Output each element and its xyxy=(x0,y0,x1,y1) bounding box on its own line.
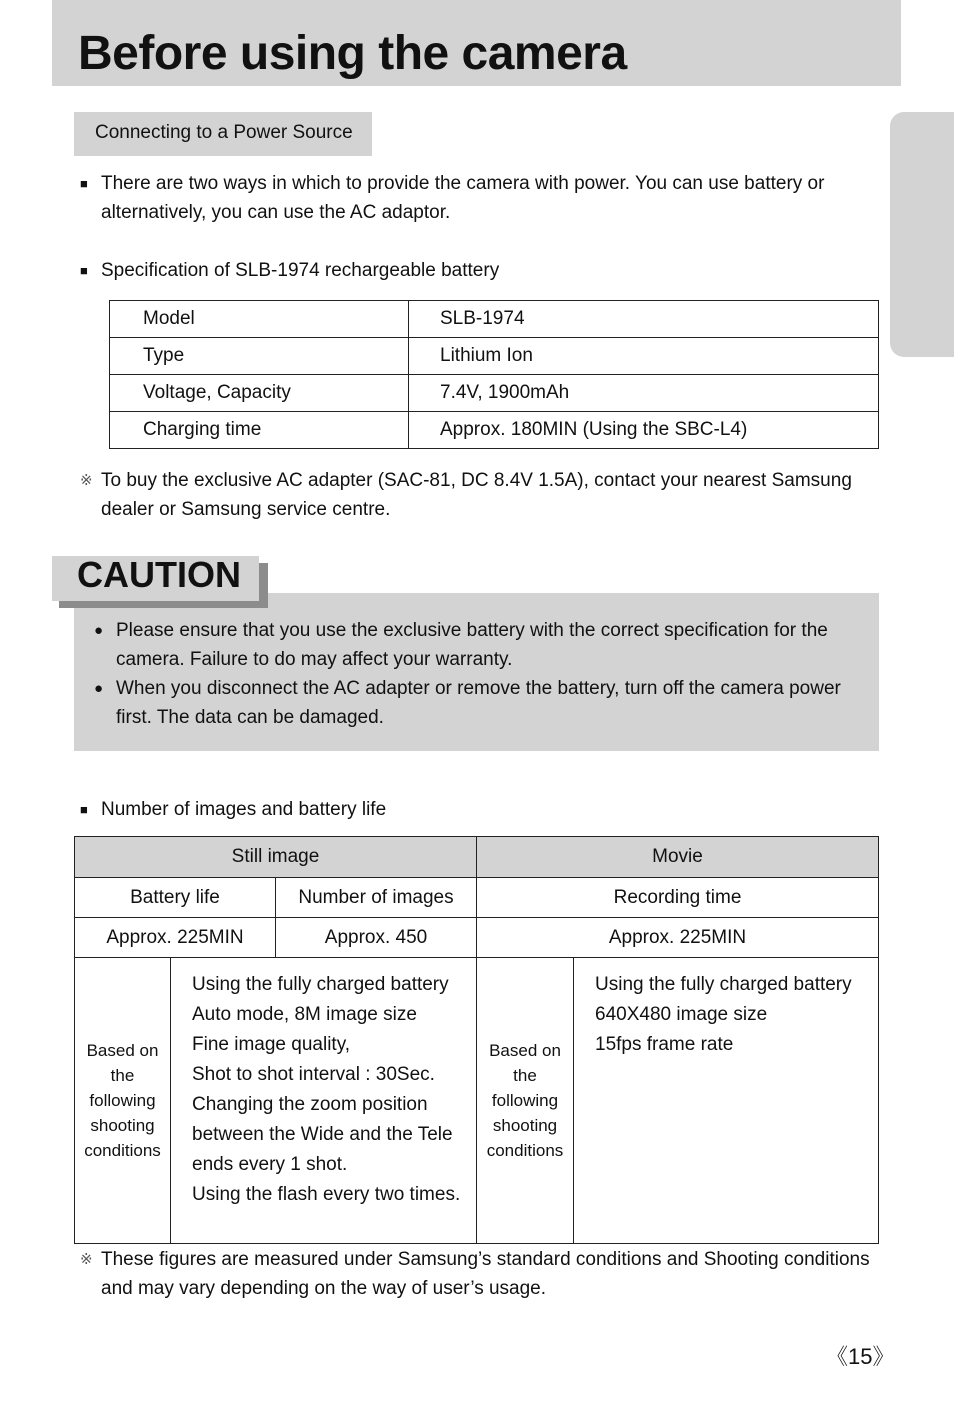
table-row xyxy=(75,958,879,1244)
spec-label: Voltage, Capacity xyxy=(110,375,409,412)
spec-value: Lithium Ion xyxy=(409,338,879,375)
condition-line: 15fps frame rate xyxy=(595,1034,734,1055)
square-bullet-icon: ■ xyxy=(80,176,88,191)
condition-line: Changing the zoom position xyxy=(192,1094,428,1115)
condition-line: Fine image quality, xyxy=(192,1034,351,1055)
still-conditions-list xyxy=(171,958,477,1244)
basis-line: conditions xyxy=(486,1141,564,1160)
circle-bullet-icon: ● xyxy=(94,622,104,639)
movie-recording-time-value: Approx. 225MIN xyxy=(477,918,879,958)
square-bullet-icon: ■ xyxy=(80,263,88,278)
spec-label: Model xyxy=(110,301,409,338)
condition-line: Shot to shot interval : 30Sec. xyxy=(192,1064,435,1085)
side-tab xyxy=(890,112,954,357)
still-conditions-label xyxy=(75,958,171,1244)
circle-bullet-icon: ● xyxy=(94,680,104,697)
reference-mark-icon: ※ xyxy=(80,1251,93,1268)
movie-header: Movie xyxy=(477,837,879,878)
number-of-images-column-header: Number of images xyxy=(276,878,477,918)
battery-spec-table xyxy=(109,300,879,449)
caution-item-text: Please ensure that you use the exclusive battery with the correct specification for the camera. Failure to do may affect your warranty. xyxy=(116,620,828,670)
footnote-text: These figures are measured under Samsung’s standard conditions and Shooting conditions and may vary depending on the way of user’s usage. xyxy=(101,1249,870,1299)
caution-item xyxy=(94,674,851,732)
table-row xyxy=(75,918,879,958)
basis-line: following xyxy=(89,1091,156,1110)
table-row xyxy=(110,301,879,338)
basis-line: Based on xyxy=(86,1041,159,1060)
adapter-note xyxy=(80,466,870,524)
battery-life-heading-text: Number of images and battery life xyxy=(101,799,387,820)
basis-line: conditions xyxy=(84,1141,161,1160)
still-image-header: Still image xyxy=(75,837,477,878)
still-number-images-value: Approx. 450 xyxy=(276,918,477,958)
measurement-footnote xyxy=(80,1245,880,1303)
basis-line: shooting xyxy=(90,1116,155,1135)
page-title: Before using the camera xyxy=(78,27,627,80)
spec-heading xyxy=(80,256,840,285)
battery-life-table xyxy=(74,836,879,1244)
spec-value: SLB-1974 xyxy=(409,301,879,338)
section-label: Connecting to a Power Source xyxy=(74,112,372,156)
basis-line: the xyxy=(513,1066,537,1085)
basis-line: following xyxy=(491,1091,559,1110)
condition-line: Using the flash every two times. xyxy=(192,1184,461,1205)
table-row xyxy=(75,878,879,918)
table-row xyxy=(110,375,879,412)
table-row xyxy=(75,837,879,878)
spec-label: Charging time xyxy=(110,412,409,449)
spec-value: Approx. 180MIN (Using the SBC-L4) xyxy=(409,412,879,449)
table-row xyxy=(110,412,879,449)
spec-value: 7.4V, 1900mAh xyxy=(409,375,879,412)
basis-line: shooting xyxy=(492,1116,558,1135)
condition-line: Auto mode, 8M image size xyxy=(192,1004,417,1025)
battery-life-column-header: Battery life xyxy=(75,878,276,918)
caution-title: CAUTION xyxy=(77,554,241,595)
spec-heading-text: Specification of SLB-1974 rechargeable battery xyxy=(101,260,500,281)
intro-paragraph xyxy=(80,169,840,227)
page-number: 《15》 xyxy=(826,1344,895,1369)
caution-item-text: When you disconnect the AC adapter or remove the battery, turn off the camera power first. The data can be damaged. xyxy=(116,678,841,728)
caution-item xyxy=(94,616,851,674)
recording-time-column-header: Recording time xyxy=(477,878,879,918)
basis-line: the xyxy=(110,1066,135,1085)
condition-line: Using the fully charged battery xyxy=(595,974,852,995)
table-row xyxy=(110,338,879,375)
adapter-note-text: To buy the exclusive AC adapter (SAC-81, DC 8.4V 1.5A), contact your nearest Samsung dealer or Samsung service centre. xyxy=(101,470,852,520)
basis-line: Based on xyxy=(489,1041,561,1060)
condition-line: ends every 1 shot. xyxy=(192,1154,348,1175)
still-battery-life-value: Approx. 225MIN xyxy=(75,918,276,958)
condition-line: 640X480 image size xyxy=(595,1004,768,1025)
condition-line: Using the fully charged battery xyxy=(192,974,449,995)
spec-label: Type xyxy=(110,338,409,375)
movie-conditions-label xyxy=(477,958,574,1244)
battery-life-heading xyxy=(80,795,840,824)
movie-conditions-list xyxy=(574,958,879,1244)
square-bullet-icon: ■ xyxy=(80,802,88,817)
reference-mark-icon: ※ xyxy=(80,472,93,489)
intro-text: There are two ways in which to provide the camera with power. You can use battery or alternatively, you can use the AC adaptor. xyxy=(101,173,825,223)
condition-line: between the Wide and the Tele xyxy=(192,1124,453,1145)
